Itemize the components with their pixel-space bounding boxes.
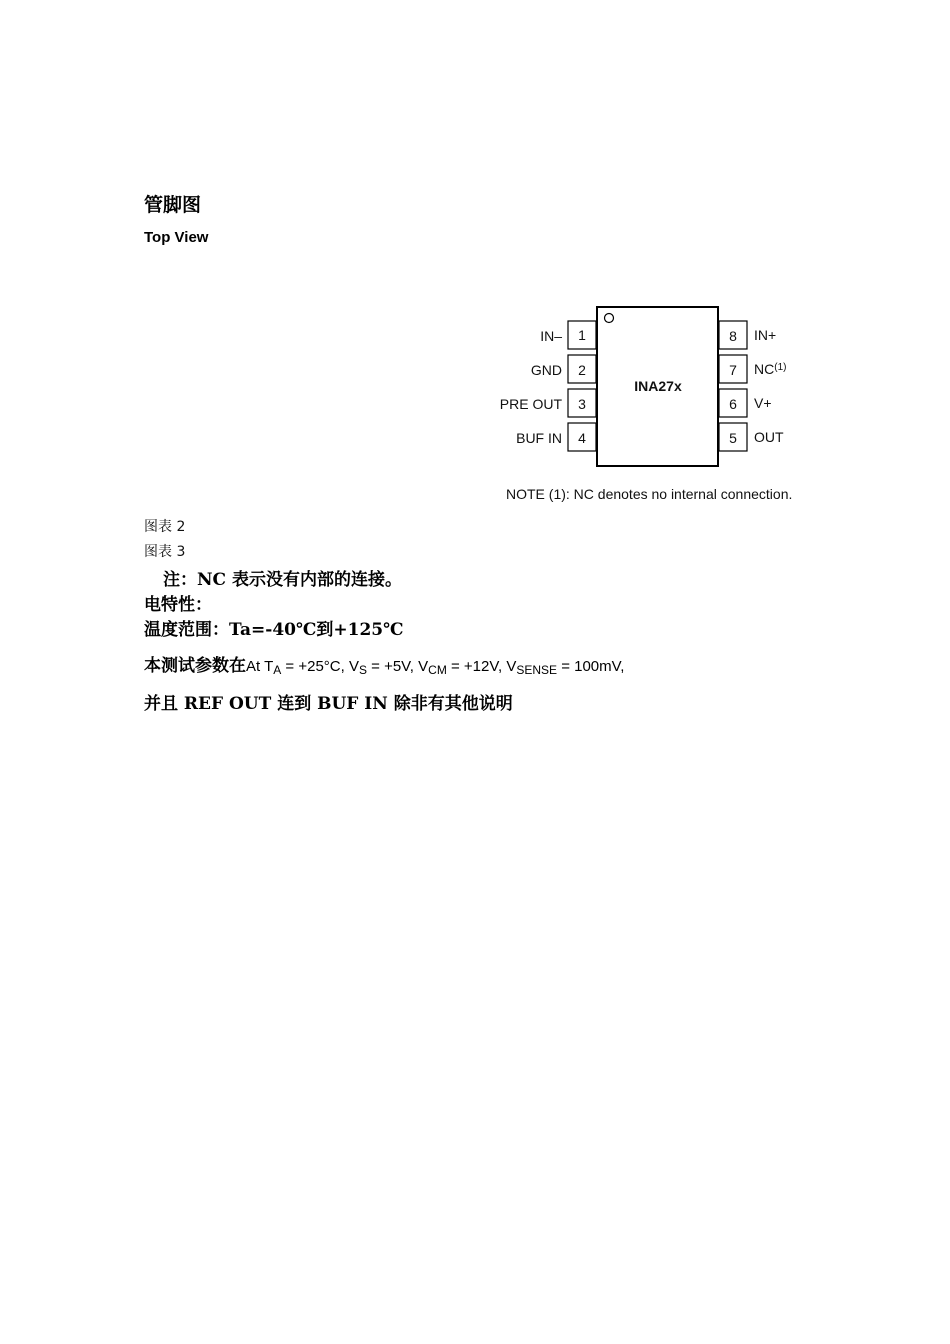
- right-pin-5: [719, 423, 784, 451]
- nc-footnote: NOTE (1): NC denotes no internal connection.: [506, 486, 793, 502]
- pin-label: V+: [754, 395, 772, 411]
- pin-number: 4: [578, 430, 586, 446]
- test-conditions: [144, 651, 624, 677]
- left-pin-3: [500, 389, 596, 417]
- pin-number: 2: [578, 362, 586, 378]
- nc-explanation: 注：NC 表示没有内部的连接。: [163, 570, 402, 590]
- pin-number: 3: [578, 396, 586, 412]
- right-pin-7: [719, 355, 786, 383]
- pin-label: PRE OUT: [499, 396, 562, 412]
- test-conditions-prefix: 本测试参数在: [144, 656, 246, 676]
- pin-label-text: NC: [754, 361, 775, 377]
- pinout-diagram: [480, 300, 820, 475]
- pin-number: 5: [729, 430, 737, 446]
- pin-number: 1: [578, 327, 586, 343]
- figure-caption: 图表 2: [144, 519, 186, 535]
- left-pin-2: [531, 355, 596, 383]
- test-conditions-values: At $T_A = +25^\circ C$, $V_S = +5V$, $V_{CM} = +12V$, $V_{SENSE} = 100mV$,: [246, 658, 625, 677]
- pin-label: IN–: [540, 328, 562, 344]
- pin-number: 7: [729, 362, 737, 378]
- right-pin-6: [719, 389, 772, 417]
- pinout-svg: [480, 300, 820, 475]
- view-label: Top View: [144, 229, 209, 246]
- pin-label: BUF IN: [516, 430, 562, 446]
- left-pin-4: [516, 423, 596, 451]
- pin-label: OUT: [754, 429, 784, 445]
- right-pin-8: [719, 321, 776, 349]
- left-pin-1: [540, 321, 596, 349]
- temperature-range: 温度范围：Ta=-40℃到+125℃: [144, 620, 404, 640]
- pin-number: 6: [729, 396, 737, 412]
- pin-label: GND: [530, 362, 562, 378]
- pin-number: 8: [729, 328, 737, 344]
- pin-label-superscript: (1): [774, 362, 787, 373]
- pin-label: IN+: [754, 327, 777, 343]
- chip-name: INA27x: [634, 378, 682, 394]
- page-heading: 管脚图: [144, 194, 202, 216]
- electrical-characteristics-heading: 电特性：: [144, 595, 212, 615]
- pin-label: [754, 361, 786, 377]
- figure-caption: 图表 3: [144, 544, 186, 560]
- ref-out-condition: 并且 REF OUT 连到 BUF IN 除非有其他说明: [144, 694, 513, 714]
